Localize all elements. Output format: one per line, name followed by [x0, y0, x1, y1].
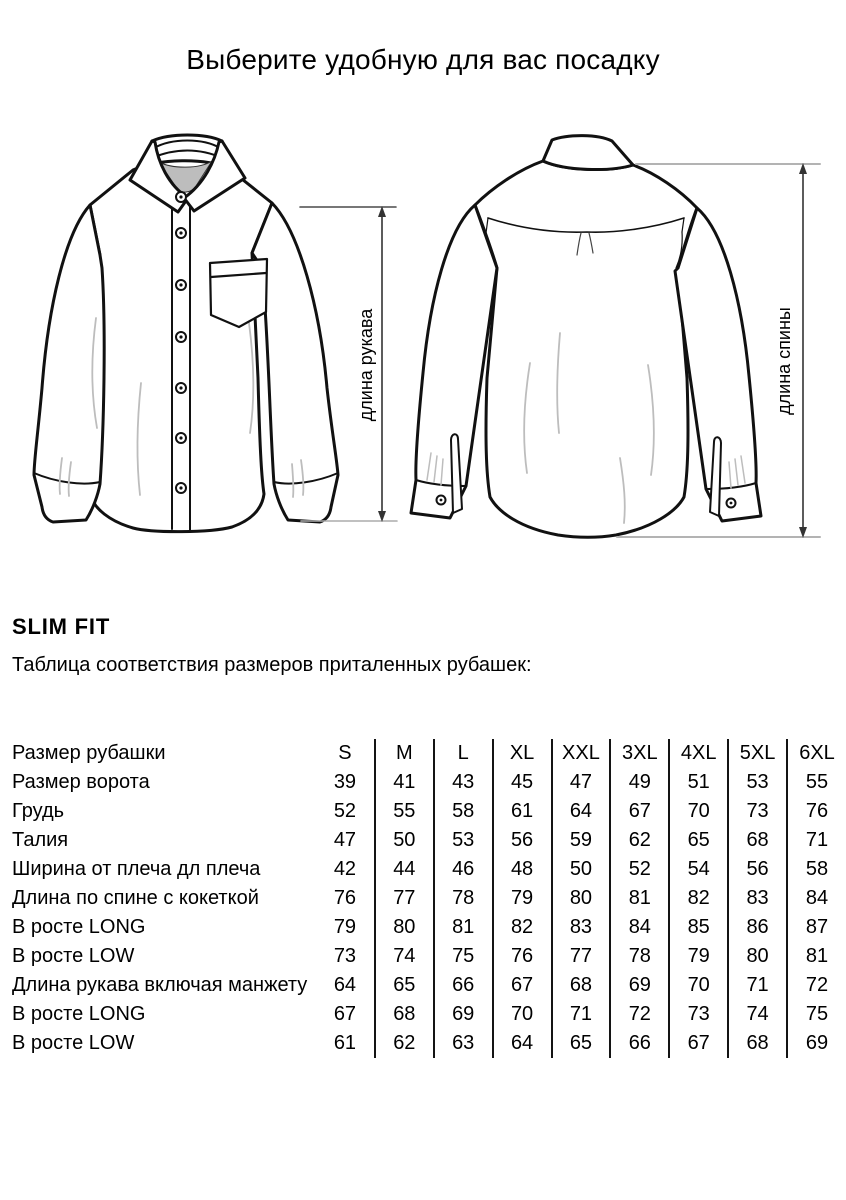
inner-collar-stand	[152, 141, 222, 159]
table-cell: 47	[333, 829, 357, 851]
table-cell: 78	[434, 884, 493, 913]
size-column-header: 6XL	[787, 739, 846, 768]
back-right-cuff-button-hole	[730, 502, 733, 505]
row-label: В росте LOW	[12, 945, 135, 967]
table-cell: 64	[493, 1029, 552, 1058]
fit-heading: SLIM FIT	[12, 614, 111, 639]
size-column-header: 5XL	[728, 739, 787, 768]
table-row	[0, 797, 846, 826]
row-label: Размер ворота	[12, 771, 150, 793]
table-cell: 49	[610, 768, 669, 797]
size-table	[0, 739, 846, 1058]
table-row	[0, 971, 846, 1000]
table-cell: 56	[493, 826, 552, 855]
table-cell: 50	[375, 826, 434, 855]
table-cell: 73	[333, 945, 357, 967]
table-cell: 73	[669, 1000, 728, 1029]
table-cell: 83	[552, 913, 611, 942]
table-cell: 53	[434, 826, 493, 855]
table-cell: 83	[728, 884, 787, 913]
table-cell: 76	[333, 887, 357, 909]
size-column-header: XXL	[552, 739, 611, 768]
table-cell: 56	[728, 855, 787, 884]
table-cell: 68	[552, 971, 611, 1000]
table-cell: 48	[493, 855, 552, 884]
table-cell: 53	[728, 768, 787, 797]
table-row	[0, 913, 846, 942]
row-label: Грудь	[12, 800, 65, 822]
table-cell: 76	[493, 942, 552, 971]
table-cell: 63	[434, 1029, 493, 1058]
table-cell: 72	[787, 971, 846, 1000]
back-body	[475, 161, 697, 537]
table-cell: 86	[728, 913, 787, 942]
table-cell: 47	[552, 768, 611, 797]
table-cell: 78	[610, 942, 669, 971]
table-cell: 84	[787, 884, 846, 913]
table-cell: 39	[333, 771, 357, 793]
table-row	[0, 884, 846, 913]
table-cell: 64	[333, 974, 357, 996]
table-cell: 45	[493, 768, 552, 797]
table-cell: 65	[669, 826, 728, 855]
table-cell: 82	[493, 913, 552, 942]
table-cell: 68	[728, 826, 787, 855]
table-cell: 79	[333, 916, 357, 938]
back-length-label: длина спины	[774, 307, 794, 415]
size-column-header: S	[338, 742, 352, 764]
front-body	[88, 161, 272, 532]
row-label: Длина по спине с кокеткой	[12, 887, 259, 909]
table-cell: 41	[375, 768, 434, 797]
table-cell: 79	[669, 942, 728, 971]
table-cell: 65	[552, 1029, 611, 1058]
table-row	[0, 942, 846, 971]
table-cell: 82	[669, 884, 728, 913]
table-row	[0, 1029, 846, 1058]
row-label: Ширина от плеча дл плеча	[12, 858, 261, 880]
table-cell: 55	[375, 797, 434, 826]
size-column-header: M	[375, 739, 434, 768]
back-collar	[543, 136, 633, 170]
size-column-header: 3XL	[610, 739, 669, 768]
table-cell: 84	[610, 913, 669, 942]
table-cell: 46	[434, 855, 493, 884]
table-cell: 54	[669, 855, 728, 884]
row-label: В росте LONG	[12, 916, 146, 938]
table-cell: 72	[610, 1000, 669, 1029]
table-row	[0, 826, 846, 855]
table-cell: 62	[610, 826, 669, 855]
table-cell: 75	[787, 1000, 846, 1029]
table-cell: 76	[787, 797, 846, 826]
table-header-row	[0, 739, 846, 768]
table-subtitle: Таблица соответствия размеров приталенных рубашек:	[12, 654, 532, 676]
shirt-diagram	[0, 128, 846, 568]
table-cell: 50	[552, 855, 611, 884]
table-cell: 80	[728, 942, 787, 971]
table-cell: 64	[552, 797, 611, 826]
table-cell: 74	[375, 942, 434, 971]
table-cell: 69	[787, 1029, 846, 1058]
table-cell: 81	[434, 913, 493, 942]
sleeve-length-label: длина рукава	[356, 308, 376, 422]
table-cell: 66	[434, 971, 493, 1000]
size-column-header: XL	[493, 739, 552, 768]
table-cell: 75	[434, 942, 493, 971]
table-cell: 67	[669, 1029, 728, 1058]
table-cell: 80	[375, 913, 434, 942]
table-cell: 67	[493, 971, 552, 1000]
table-cell: 68	[728, 1029, 787, 1058]
table-cell: 67	[333, 1003, 357, 1025]
table-cell: 44	[375, 855, 434, 884]
row-label: В росте LONG	[12, 1003, 146, 1025]
table-cell: 61	[493, 797, 552, 826]
size-column-header: 4XL	[669, 739, 728, 768]
table-cell: 80	[552, 884, 611, 913]
front-chest-pocket	[210, 259, 267, 327]
row-label: В росте LOW	[12, 1032, 135, 1054]
table-cell: 79	[493, 884, 552, 913]
table-row	[0, 855, 846, 884]
table-cell: 58	[434, 797, 493, 826]
table-cell: 70	[669, 971, 728, 1000]
page-title: Выберите удобную для вас посадку	[186, 44, 660, 75]
table-cell: 73	[728, 797, 787, 826]
row-label: Длина рукава включая манжету	[12, 974, 308, 996]
table-cell: 59	[552, 826, 611, 855]
back-left-cuff-button-hole	[440, 499, 443, 502]
table-cell: 52	[333, 800, 357, 822]
table-cell: 66	[610, 1029, 669, 1058]
table-cell: 51	[669, 768, 728, 797]
table-cell: 81	[787, 942, 846, 971]
front-right-sleeve	[252, 203, 338, 522]
table-cell: 71	[787, 826, 846, 855]
table-cell: 74	[728, 1000, 787, 1029]
table-cell: 62	[375, 1029, 434, 1058]
table-cell: 85	[669, 913, 728, 942]
table-cell: 42	[333, 858, 357, 880]
row-label: Талия	[12, 829, 69, 851]
table-cell: 65	[375, 971, 434, 1000]
table-cell: 69	[610, 971, 669, 1000]
table-row	[0, 1000, 846, 1029]
row-label: Размер рубашки	[12, 742, 166, 764]
table-cell: 77	[552, 942, 611, 971]
table-cell: 58	[787, 855, 846, 884]
table-cell: 70	[493, 1000, 552, 1029]
table-cell: 68	[375, 1000, 434, 1029]
table-row	[0, 768, 846, 797]
table-cell: 69	[434, 1000, 493, 1029]
size-table-body	[0, 739, 846, 1058]
table-cell: 71	[552, 1000, 611, 1029]
table-cell: 77	[375, 884, 434, 913]
size-column-header: L	[434, 739, 493, 768]
shirt-back-drawing	[411, 136, 761, 538]
table-cell: 55	[787, 768, 846, 797]
table-cell: 43	[434, 768, 493, 797]
table-cell: 81	[610, 884, 669, 913]
table-cell: 61	[333, 1032, 357, 1054]
table-cell: 87	[787, 913, 846, 942]
table-cell: 67	[610, 797, 669, 826]
table-cell: 70	[669, 797, 728, 826]
table-cell: 71	[728, 971, 787, 1000]
shirt-front-drawing	[34, 135, 338, 532]
table-cell: 52	[610, 855, 669, 884]
